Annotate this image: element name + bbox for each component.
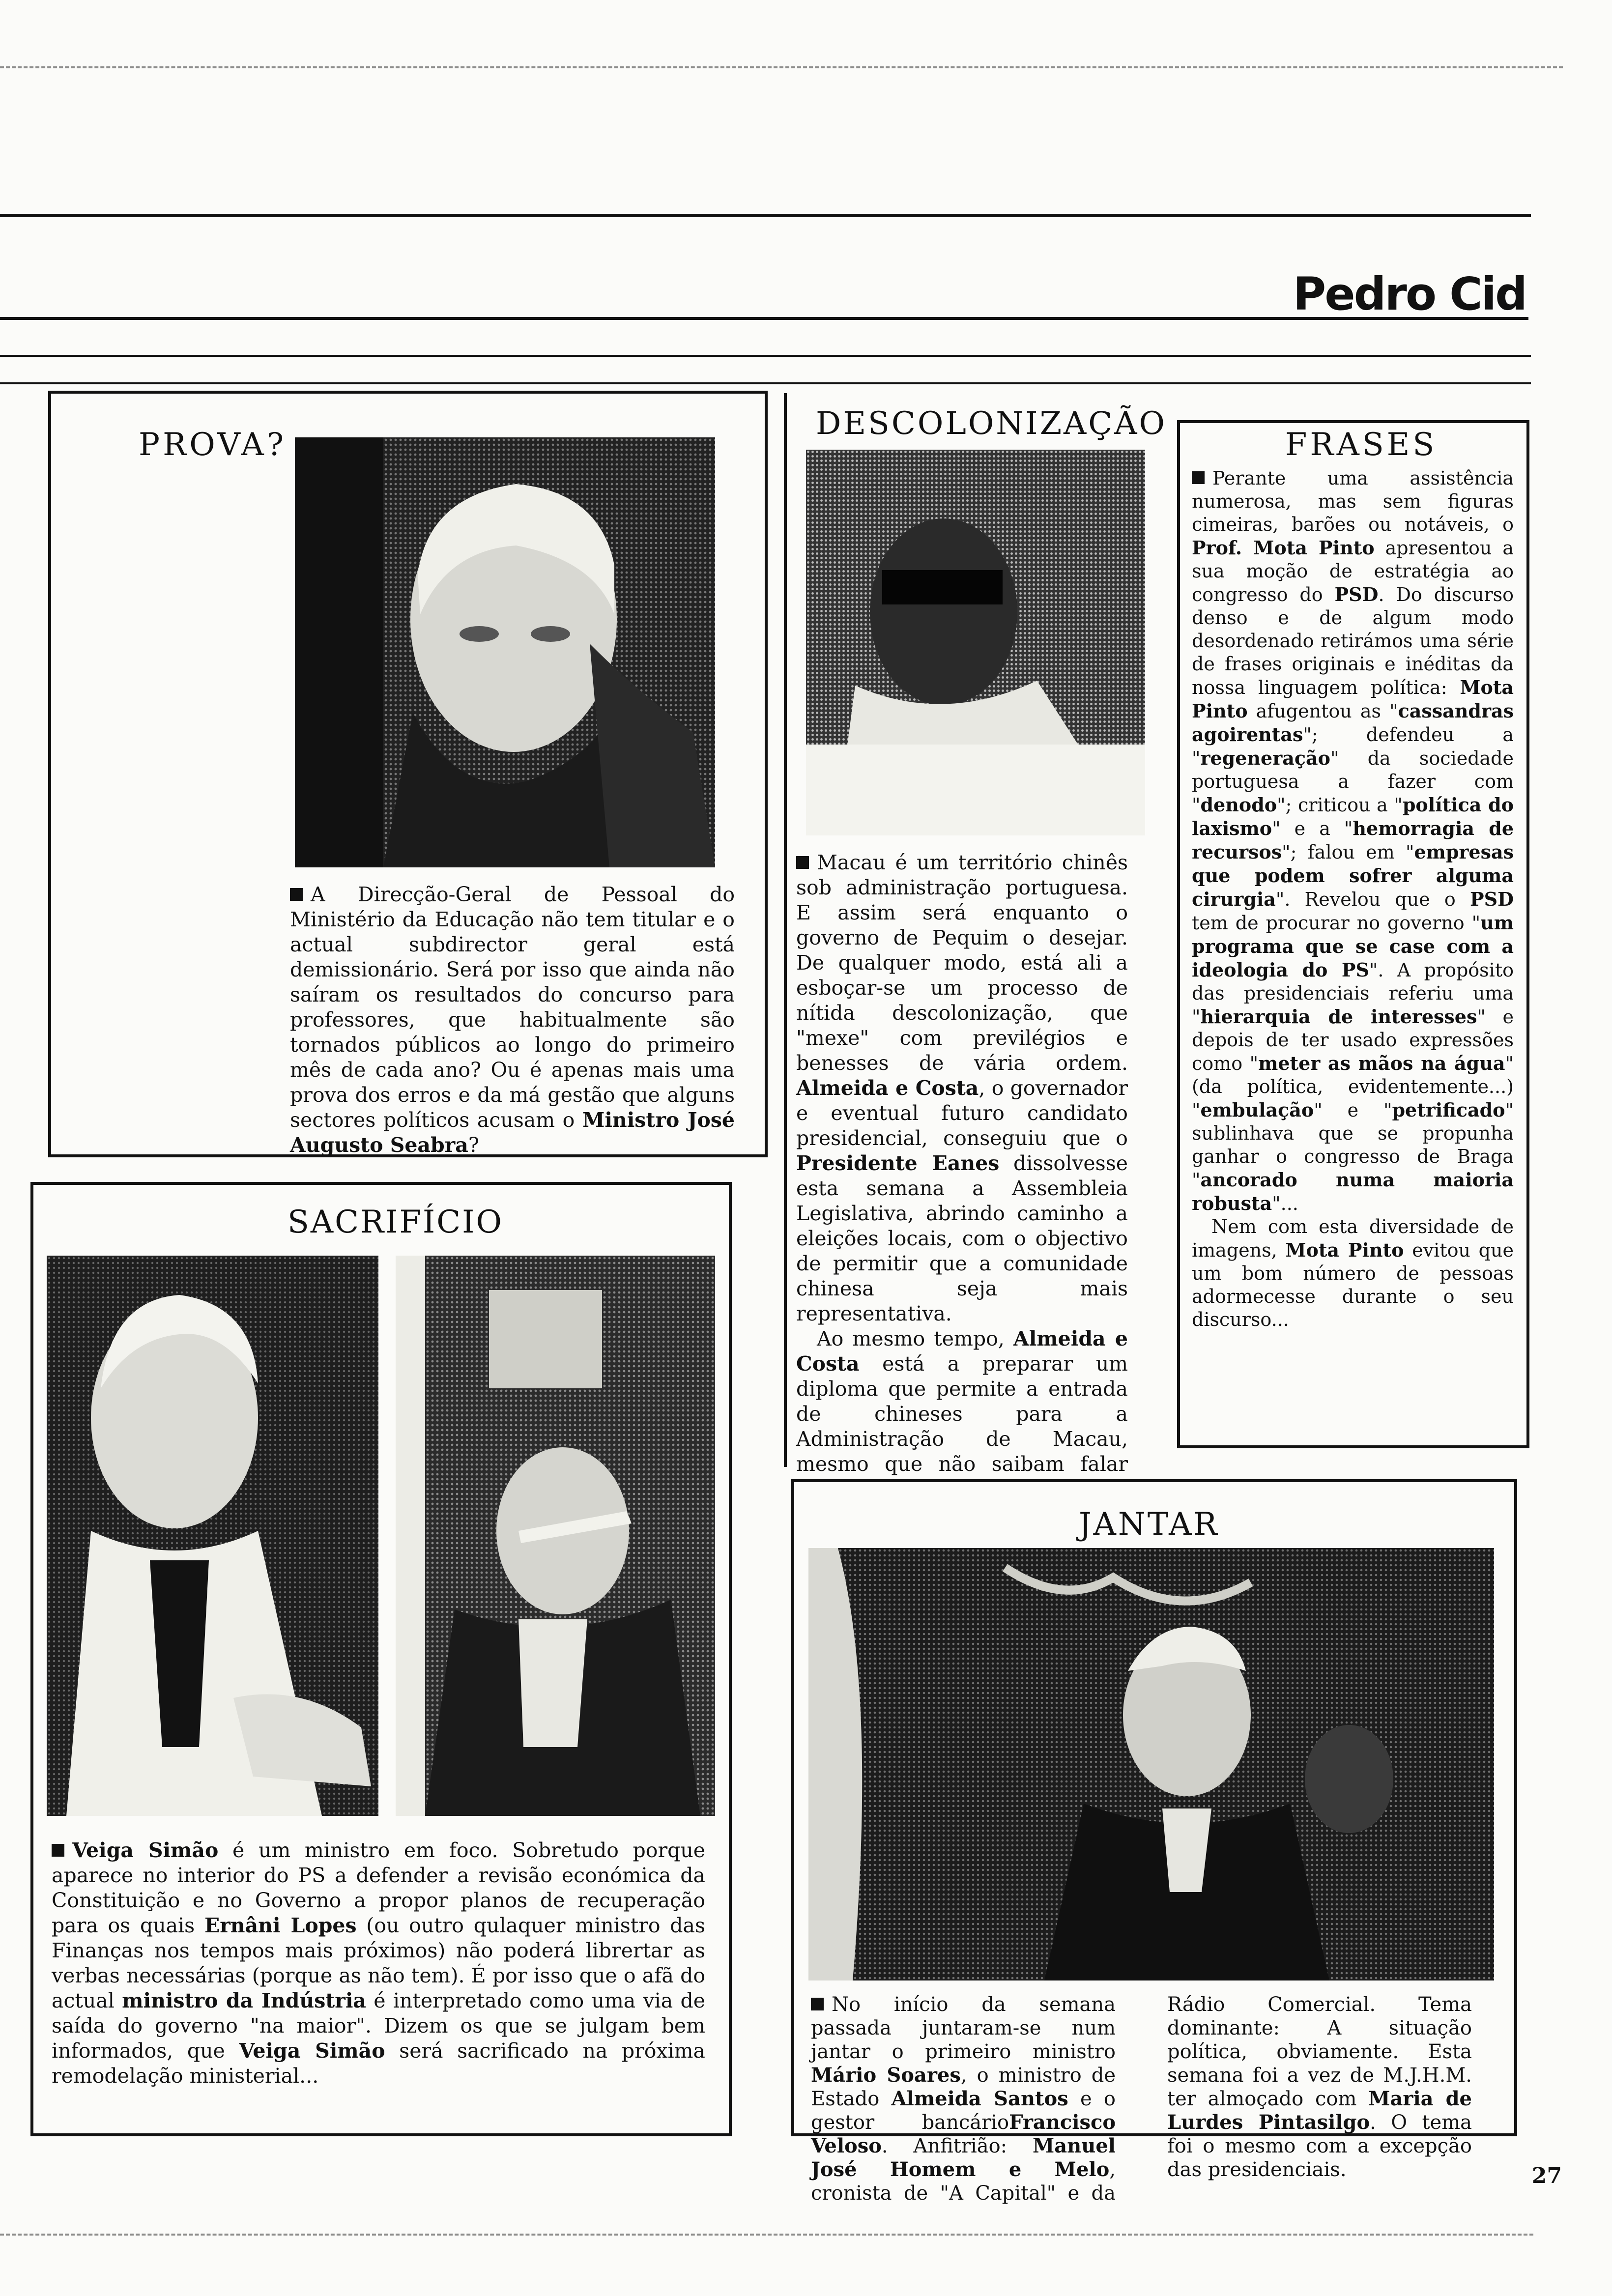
header-rule-1 bbox=[0, 214, 1531, 217]
man-gesturing-photo bbox=[47, 1256, 378, 1816]
bullet-icon bbox=[811, 1998, 824, 2010]
author-byline: Pedro Cid bbox=[1293, 268, 1526, 320]
article-text-descolonizacao: Macau é um território chinês sob administração portuguesa. E assim será enquanto o governo de Pequim o desejar. De qualquer modo, está ali a esboçar-se um processo de nítida descolonização, que "mexe" com previlégios e benesses de vária ordem. Almeida e Costa, o governador e eventual futuro candidato presidencial, conseguiu que o Presidente Eanes dissolvesse esta semana a Assembleia Legislativa, abrindo caminho a eleições locais, com o objectivo de permitir que a comunidade chinesa seja mais representativa. Ao mesmo tempo, Almeida e Costa está a preparar um diploma que permite a entrada de chineses para a Administração de Macau, mesmo que não saibam falar bbox=[796, 851, 1128, 1476]
article-title-sacrificio: SACRIFÍCIO bbox=[288, 1204, 503, 1240]
photo-sacrificio-right bbox=[396, 1256, 715, 1816]
article-text-jantar: No início da semana passada juntaram-se num jantar o primeiro ministro Mário Soares, o ministro de Estado Almeida Santos e o gestor bancárioFrancisco Veloso. Anfitrião: Manuel José Homem e Melo, cronista de "A Capital" e da Rádio Comercial. Tema dominante: A situação política, obviamente. Esta semana foi a vez de M.J.H.M. ter almoçado com Maria de Lurdes Pintasilgo. O tema foi o mesmo com a excepção das presidenciais. bbox=[811, 1993, 1472, 2205]
article-text-frases: Perante uma assistência numerosa, mas sem figuras cimeiras, barões ou notáveis, o Prof. Mota Pinto apresentou a sua moção de estratégia ao congresso do PSD. Do discurso denso e de algum modo desordenado retirámos uma série de frases originais e inéditas da nossa linguagem política: Mota Pinto afugentou as "cassandras agoirentas"; defendeu a "regeneração" da sociedade portuguesa a fazer com "denodo"; criticou a "política do laxismo" e a "hemorragia de recursos"; falou em "empresas que podem sofrer alguma cirurgia". Revelou que o PSD tem de procurar no governo "um programa que se case com a ideologia do PS". A propósito das presidenciais referiu uma "hierarquia de interesses" e depois de ter usado expressões como "meter as mãos na água" (da política, evidentemente...) "embulação" e "petrificado" sublinhava que se propunha ganhar o congresso de Braga "ancorado numa maioria robusta"... Nem com esta diversidade de imagens, Mota Pinto evitou que um bom número de pessoas adormecesse durante o seu discurso... bbox=[1192, 467, 1514, 1330]
photo-prova bbox=[295, 437, 715, 867]
bullet-icon bbox=[796, 856, 809, 869]
header-rule-4 bbox=[0, 382, 1531, 384]
portrait-man-glasses-photo bbox=[295, 437, 715, 867]
article-text-prova: A Direcção-Geral de Pessoal do Ministério da Educação não tem titular e o actual subdirector geral está demissionário. Será por isso que ainda não saíram os resultados do concurso para professores, que habitualmente são tornados públicos ao longo do primeiro mês de cada ano? Ou é apenas mais uma prova dos erros e da má gestão que alguns sectores políticos acusam o Ministro José Augusto Seabra? bbox=[290, 883, 735, 1157]
bullet-icon bbox=[1192, 471, 1205, 484]
man-at-dinner-photo bbox=[808, 1548, 1494, 1980]
man-smoking-pipe-photo bbox=[396, 1256, 715, 1816]
photo-jantar bbox=[808, 1548, 1494, 1980]
article-title-prova: PROVA? bbox=[139, 427, 287, 463]
article-title-frases: FRASES bbox=[1285, 427, 1438, 463]
photo-descolonizacao bbox=[806, 450, 1145, 835]
bullet-icon bbox=[290, 888, 303, 901]
scan-artifact-top bbox=[0, 66, 1563, 68]
article-title-jantar: JANTAR bbox=[1079, 1506, 1219, 1543]
article-title-descolonizacao: DESCOLONIZAÇÃO bbox=[816, 405, 1167, 442]
bullet-icon bbox=[52, 1844, 64, 1857]
scan-artifact-bottom bbox=[0, 2234, 1533, 2236]
photo-sacrificio-left bbox=[47, 1256, 378, 1816]
portrait-man-dark-glasses-photo bbox=[806, 450, 1145, 835]
header-rule-3 bbox=[0, 355, 1531, 357]
page-number: 27 bbox=[1531, 2163, 1562, 2188]
article-text-sacrificio: Veiga Simão é um ministro em foco. Sobretudo porque aparece no interior do PS a defender a revisão económica da Constituição e no Governo a propor planos de recuperação para os quais Ernâni Lopes (ou outro qulaquer ministro das Finanças nos tempos mais próximos) não poderá librertar as verbas necessárias (porque as não tem). É por isso que o afã do actual ministro da Indústria é interpretado como uma via de saída do governo "na maior". Dizem os que se julgam bem informados, que Veiga Simão será sacrificado na próxima remodelação ministerial... bbox=[52, 1838, 705, 2088]
